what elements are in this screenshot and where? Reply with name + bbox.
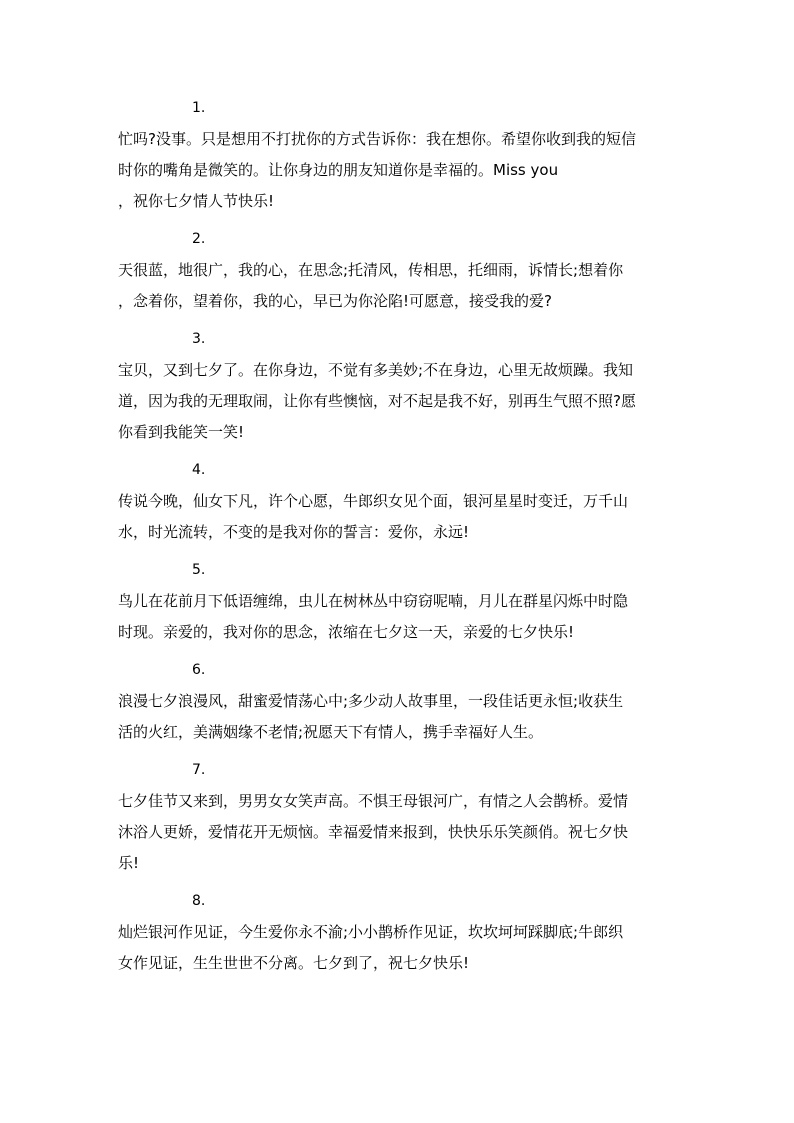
paragraph-line: 灿烂银河作见证，今生爱你永不渝;小小鹊桥作见证，坎坎坷坷踩脚底;牛郎织 — [118, 923, 624, 941]
paragraph-line: 道，因为我的无理取闹，让你有些懊恼，对不起是我不好，别再生气照不照?愿 — [118, 392, 636, 410]
paragraph-line: 七夕佳节又来到，男男女女笑声高。不惧王母银河广，有情之人会鹊桥。爱情 — [118, 792, 629, 810]
paragraph-line: 水，时光流转，不变的是我对你的誓言：爱你，永远! — [118, 523, 470, 541]
paragraph-line: ，祝你七夕情人节快乐! — [118, 192, 275, 210]
paragraph-line: 时你的嘴角是微笑的。让你身边的朋友知道你是幸福的。Miss you — [118, 161, 559, 179]
paragraph-line: 活的火红，美满姻缘不老情;祝愿天下有情人，携手幸福好人生。 — [118, 723, 544, 741]
paragraph-line: 浪漫七夕浪漫风，甜蜜爱情荡心中;多少动人故事里，一段佳话更永恒;收获生 — [118, 692, 624, 710]
item-number: 3. — [192, 331, 206, 347]
paragraph-line: 你看到我能笑一笑! — [118, 423, 245, 441]
item-number: 4. — [192, 462, 206, 478]
paragraph-line: 鸟儿在花前月下低语缠绵，虫儿在树林丛中窃窃呢喃，月儿在群星闪烁中时隐 — [118, 592, 629, 610]
paragraph-line: 时现。亲爱的，我对你的思念，浓缩在七夕这一天，亲爱的七夕快乐! — [118, 623, 575, 641]
item-number: 8. — [192, 893, 206, 909]
paragraph-line: ，念着你，望着你，我的心，早已为你沦陷!可愿意，接受我的爱? — [118, 292, 552, 310]
paragraph-line: 沐浴人更娇，爱情花开无烦恼。幸福爱情来报到，快快乐乐笑颜俏。祝七夕快 — [118, 823, 629, 841]
item-number: 6. — [192, 662, 206, 678]
paragraph-line: 传说今晚，仙女下凡，许个心愿，牛郎织女见个面，银河星星时变迁，万千山 — [118, 492, 629, 510]
paragraph-line: 宝贝，又到七夕了。在你身边，不觉有多美妙;不在身边，心里无故烦躁。我知 — [118, 361, 634, 379]
paragraph-line: 天很蓝，地很广，我的心，在思念;托清风，传相思，托细雨，诉情长;想着你 — [118, 261, 624, 279]
paragraph-line: 乐! — [118, 854, 140, 872]
item-number: 7. — [192, 762, 206, 778]
paragraph-line: 女作见证，生生世世不分离。七夕到了，祝七夕快乐! — [118, 954, 470, 972]
item-number: 5. — [192, 562, 206, 578]
item-number: 2. — [192, 231, 206, 247]
paragraph-line: 忙吗?没事。只是想用不打扰你的方式告诉你：我在想你。希望你收到我的短信 — [118, 130, 636, 148]
item-number: 1. — [192, 100, 206, 116]
